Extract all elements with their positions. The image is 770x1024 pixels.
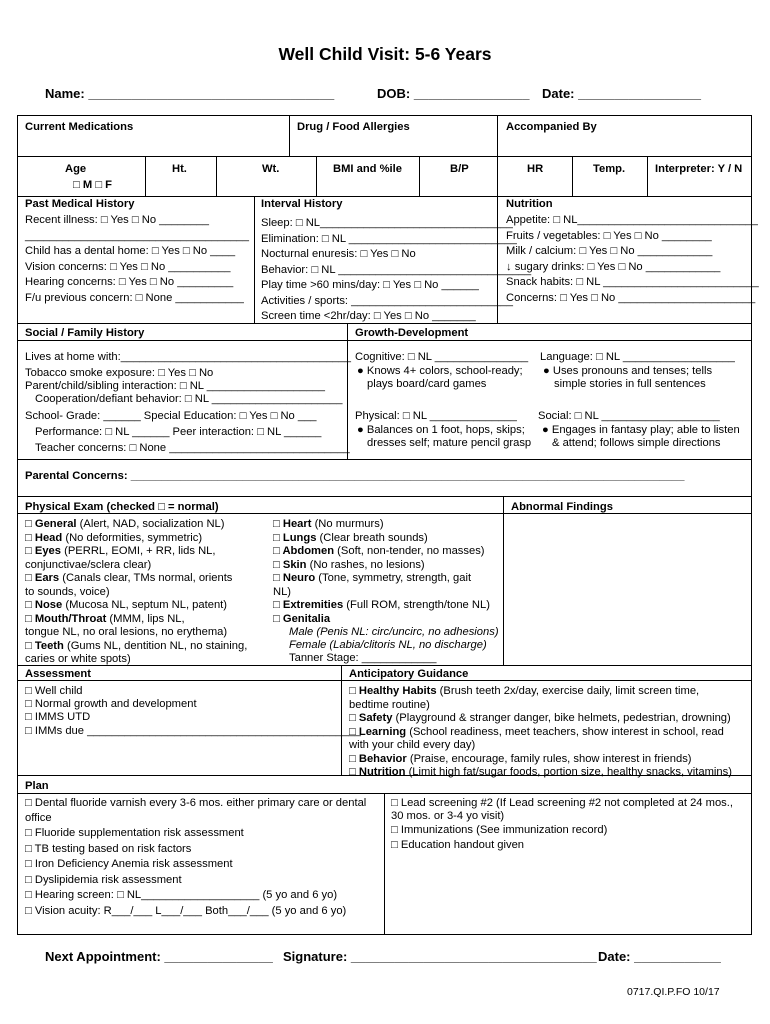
exam-item-detail: to sounds, voice) xyxy=(25,585,110,598)
plan-item[interactable]: □ Dental fluoride varnish every 3-6 mos. either primary care or dental xyxy=(25,797,367,809)
plan-title: Plan xyxy=(25,780,49,792)
exam-item-detail: (MMM, lips NL, xyxy=(106,612,185,625)
exam-item-detail: (Clear breath sounds) xyxy=(316,531,428,544)
exam-item-detail: (No rashes, no lesions) xyxy=(306,558,425,571)
plan-item[interactable]: □ Hearing screen: □ NL___________________ (5 yo and 6 yo) xyxy=(25,889,338,901)
physical-detail: dresses self; mature pencil grasp xyxy=(367,437,532,449)
exam-item-label: □ Ears xyxy=(25,572,60,584)
exam-item-label: □ Head xyxy=(25,531,63,544)
exam-item[interactable] xyxy=(25,612,185,626)
age-label: Age xyxy=(65,163,87,175)
exam-item[interactable] xyxy=(25,639,247,653)
exam-item-label: □ General xyxy=(25,518,77,530)
exam-item[interactable] xyxy=(273,531,428,545)
physical-exam-title: Physical Exam (checked □ = normal) xyxy=(25,501,219,513)
exam-item-detail: (No murmurs) xyxy=(311,518,384,530)
name-field-label[interactable]: Name: __________________________________ xyxy=(45,86,335,101)
exam-item-label: □ Extremities xyxy=(273,599,344,611)
social-dev-detail: & attend; follows simple directions xyxy=(552,437,721,449)
plan-item: office xyxy=(25,812,52,824)
form-code: 0717.QI.P.FO 10/17 xyxy=(627,986,720,998)
pmh-line[interactable]: Vision concerns: □ Yes □ No __________ xyxy=(25,261,231,273)
exam-item xyxy=(25,652,131,666)
social-line[interactable]: Parent/child/sibling interaction: □ NL ___________________ xyxy=(25,380,325,392)
exam-item[interactable] xyxy=(25,517,225,531)
nutrition-line[interactable]: ↓ sugary drinks: □ Yes □ No ____________ xyxy=(506,261,721,273)
exam-item-label: □ Learning xyxy=(349,725,407,738)
plan-item[interactable]: □ Fluoride supplementation risk assessment xyxy=(25,827,244,839)
social-line[interactable]: Tobacco smoke exposure: □ Yes □ No xyxy=(25,367,214,379)
exam-item-detail: (Gums NL, dentition NL, no staining, xyxy=(63,639,248,652)
exam-item-detail: (Playground & stranger danger, bike helmets, pedestrian, drowning) xyxy=(392,712,731,724)
exam-item-detail: (Mucosa NL, septum NL, patent) xyxy=(62,599,228,611)
exam-item-detail: (Tone, symmetry, strength, gait xyxy=(315,572,472,584)
social-line[interactable]: Performance: □ NL ______ Peer interaction: □ NL ______ xyxy=(35,426,322,438)
exam-item[interactable] xyxy=(25,531,202,545)
nutrition-line[interactable]: Fruits / vegetables: □ Yes □ No ________ xyxy=(506,230,712,242)
temp-label: Temp. xyxy=(593,163,626,175)
exam-item-label: □ Healthy Habits xyxy=(349,685,437,697)
assessment-item[interactable]: □ Well child xyxy=(25,685,83,697)
exam-item-label: □ Genitalia xyxy=(273,612,331,625)
exam-item-label: □ Behavior xyxy=(349,752,407,765)
exam-item-detail: (PERRL, EOMI, + RR, lids NL, xyxy=(61,545,216,557)
interval-line[interactable]: Sleep: □ NL_______________________________ xyxy=(261,217,513,229)
exam-item xyxy=(349,698,430,712)
interval-line[interactable]: Behavior: □ NL _______________________________ xyxy=(261,264,532,276)
exam-item-detail: (Canals clear, TMs normal, orients xyxy=(59,572,233,584)
physical-detail: ● Balances on 1 foot, hops, skips; xyxy=(357,424,525,436)
interval-line[interactable]: Nocturnal enuresis: □ Yes □ No xyxy=(261,248,416,260)
nutrition-line[interactable]: Snack habits: □ NL _________________________ xyxy=(506,276,759,288)
pmh-line[interactable]: F/u previous concern: □ None ___________ xyxy=(25,292,244,304)
assessment-item[interactable]: □ Normal growth and development xyxy=(25,698,197,710)
pmh-line[interactable]: Child has a dental home: □ Yes □ No ____ xyxy=(25,245,236,257)
male-genitalia-item[interactable]: Male (Penis NL: circ/uncirc, no adhesions) xyxy=(289,626,499,638)
exam-item-label: □ Skin xyxy=(273,558,307,571)
exam-item-detail: conjunctivae/sclera clear) xyxy=(25,558,152,571)
exam-item[interactable] xyxy=(25,544,215,558)
plan-item[interactable]: □ Immunizations (See immunization record) xyxy=(391,824,608,836)
interval-line[interactable]: Play time >60 mins/day: □ Yes □ No ______ xyxy=(261,279,479,291)
hr-label: HR xyxy=(527,163,544,175)
exam-item xyxy=(25,585,110,599)
social-line[interactable]: Cooperation/defiant behavior: □ NL _____________________ xyxy=(35,393,343,405)
plan-item[interactable]: □ Iron Deficiency Anemia risk assessment xyxy=(25,858,233,870)
exam-item[interactable] xyxy=(349,725,724,739)
drug-food-allergies-label: Drug / Food Allergies xyxy=(297,121,410,133)
assessment-item[interactable]: □ IMMs due ____________________________________________ xyxy=(25,725,361,737)
signature-field[interactable]: Signature: __________________________________ xyxy=(283,949,597,964)
height-label: Ht. xyxy=(172,163,187,175)
exam-item-label: □ Nose xyxy=(25,599,63,611)
social-line[interactable]: Lives at home with:_____________________________________ xyxy=(25,351,351,363)
exam-item[interactable] xyxy=(273,558,425,572)
footer-date-field[interactable]: Date: ____________ xyxy=(598,949,721,964)
exam-item-label: □ Neuro xyxy=(273,572,316,584)
exam-item-label: □ Safety xyxy=(349,712,393,724)
pmh-title: Past Medical History xyxy=(25,198,135,210)
nutrition-line[interactable]: Appetite: □ NL_____________________________ xyxy=(506,214,758,226)
growth-development-title: Growth-Development xyxy=(355,327,469,339)
anticipatory-guidance-title: Anticipatory Guidance xyxy=(349,668,469,680)
interval-line[interactable]: Screen time <2hr/day: □ Yes □ No _______ xyxy=(261,310,476,322)
physical-field[interactable]: Physical: □ NL ______________ xyxy=(355,410,517,422)
exam-item-label: □ Teeth xyxy=(25,639,64,652)
language-field[interactable]: Language: □ NL __________________ xyxy=(540,351,735,363)
exam-item xyxy=(25,625,227,639)
exam-item[interactable] xyxy=(349,684,699,698)
next-appointment-field[interactable]: Next Appointment: _______________ xyxy=(45,949,273,964)
exam-item-detail: (Full ROM, strength/tone NL) xyxy=(343,599,490,611)
bp-label: B/P xyxy=(450,163,469,175)
abnormal-findings-title: Abnormal Findings xyxy=(511,501,613,513)
plan-item: 30 mos. or 3-4 yo visit) xyxy=(391,810,505,822)
language-detail: ● Uses pronouns and tenses; tells xyxy=(543,365,713,377)
social-family-title: Social / Family History xyxy=(25,327,145,339)
assessment-title: Assessment xyxy=(25,668,91,680)
exam-item xyxy=(273,585,291,599)
nutrition-title: Nutrition xyxy=(506,198,553,210)
exam-item[interactable] xyxy=(273,571,471,585)
social-line[interactable]: Teacher concerns: □ None _____________________________ xyxy=(35,442,350,454)
exam-item[interactable] xyxy=(349,765,732,779)
interval-line[interactable]: Elimination: □ NL ___________________________ xyxy=(261,233,517,245)
exam-item-label: □ Eyes xyxy=(25,545,61,557)
exam-item-detail: bedtime routine) xyxy=(349,698,430,711)
exam-item-detail: caries or white spots) xyxy=(25,653,131,665)
exam-item-label: □ Lungs xyxy=(273,531,317,544)
female-genitalia-item[interactable]: Female (Labia/clitoris NL, no discharge) xyxy=(289,639,487,651)
exam-item-label: □ Nutrition xyxy=(349,766,406,778)
exam-item xyxy=(349,738,475,752)
exam-item-detail: (Soft, non-tender, no masses) xyxy=(334,545,485,557)
exam-item-label: □ Abdomen xyxy=(273,545,335,557)
exam-item[interactable] xyxy=(273,544,485,558)
accompanied-by-label: Accompanied By xyxy=(506,121,597,133)
pmh-line[interactable]: ____________________________________ xyxy=(25,230,249,242)
cognitive-field[interactable]: Cognitive: □ NL _______________ xyxy=(355,351,529,363)
dob-field-label[interactable]: DOB: ________________ xyxy=(377,86,530,101)
exam-item-detail: (Brush teeth 2x/day, exercise daily, limit screen time, xyxy=(436,685,700,697)
parental-concerns-field[interactable]: Parental Concerns: _________________________________________________________________________________________ xyxy=(25,470,685,482)
interval-history-title: Interval History xyxy=(261,198,343,210)
cognitive-detail: plays board/card games xyxy=(367,378,487,390)
bmi-label: BMI and %ile xyxy=(333,163,402,175)
nutrition-line[interactable]: Concerns: □ Yes □ No ______________________ xyxy=(506,292,756,304)
exam-item[interactable] xyxy=(25,598,227,612)
exam-item xyxy=(25,558,151,572)
date-field-label[interactable]: Date: _________________ xyxy=(542,86,702,101)
social-dev-field[interactable]: Social: □ NL ___________________ xyxy=(538,410,720,422)
social-dev-detail: ● Engages in fantasy play; able to listen xyxy=(542,424,740,436)
exam-item-label: □ Heart xyxy=(273,518,312,530)
cognitive-detail: ● Knows 4+ colors, school-ready; xyxy=(357,365,523,377)
exam-item[interactable] xyxy=(273,598,490,612)
exam-item-detail: tongue NL, no oral lesions, no erythema) xyxy=(25,626,228,638)
exam-item[interactable] xyxy=(349,711,731,725)
weight-label: Wt. xyxy=(262,163,280,175)
plan-item[interactable]: □ Lead screening #2 (If Lead screening #2 not completed at 24 mos., xyxy=(391,797,733,809)
plan-item[interactable]: □ Education handout given xyxy=(391,839,525,851)
exam-item-detail: (No deformities, symmetric) xyxy=(62,531,203,544)
exam-item[interactable] xyxy=(273,517,384,531)
exam-item[interactable] xyxy=(25,571,232,585)
language-detail: simple stories in full sentences xyxy=(554,378,706,390)
exam-item-detail: with your child every day) xyxy=(349,739,476,751)
exam-item-detail: NL) xyxy=(273,585,292,598)
exam-item[interactable] xyxy=(273,612,330,626)
exam-item-label: □ Mouth/Throat xyxy=(25,612,107,625)
nutrition-line[interactable]: Milk / calcium: □ Yes □ No ____________ xyxy=(506,245,713,257)
pmh-line[interactable]: Recent illness: □ Yes □ No ________ xyxy=(25,214,209,226)
sex-checkboxes[interactable]: □ M □ F xyxy=(73,179,112,191)
current-medications-label: Current Medications xyxy=(25,121,134,133)
exam-item-detail: (Limit high fat/sugar foods, portion size, healthy snacks, vitamins) xyxy=(405,766,732,778)
exam-item-detail: (Praise, encourage, family rules, show interest in friends) xyxy=(406,752,692,765)
pmh-line[interactable]: Hearing concerns: □ Yes □ No _________ xyxy=(25,276,234,288)
tanner-stage-field[interactable]: Tanner Stage: ____________ xyxy=(289,652,437,664)
form-title: Well Child Visit: 5-6 Years xyxy=(278,44,492,64)
plan-item[interactable]: □ Dyslipidemia risk assessment xyxy=(25,874,182,886)
exam-item[interactable] xyxy=(349,752,692,766)
plan-item[interactable]: □ Vision acuity: R___/___ L___/___ Both___/___ (5 yo and 6 yo) xyxy=(25,905,347,917)
assessment-item[interactable]: □ IMMS UTD xyxy=(25,711,91,723)
plan-item[interactable]: □ TB testing based on risk factors xyxy=(25,843,192,855)
exam-item-detail: (Alert, NAD, socialization NL) xyxy=(76,518,225,530)
interpreter-label[interactable]: Interpreter: Y / N xyxy=(655,163,743,175)
interval-line[interactable]: Activities / sports: __________________________ xyxy=(261,295,513,307)
exam-item-detail: (School readiness, meet teachers, show interest in school, read xyxy=(406,725,724,738)
social-line[interactable]: School- Grade: ______ Special Education: □ Yes □ No ___ xyxy=(25,410,317,422)
